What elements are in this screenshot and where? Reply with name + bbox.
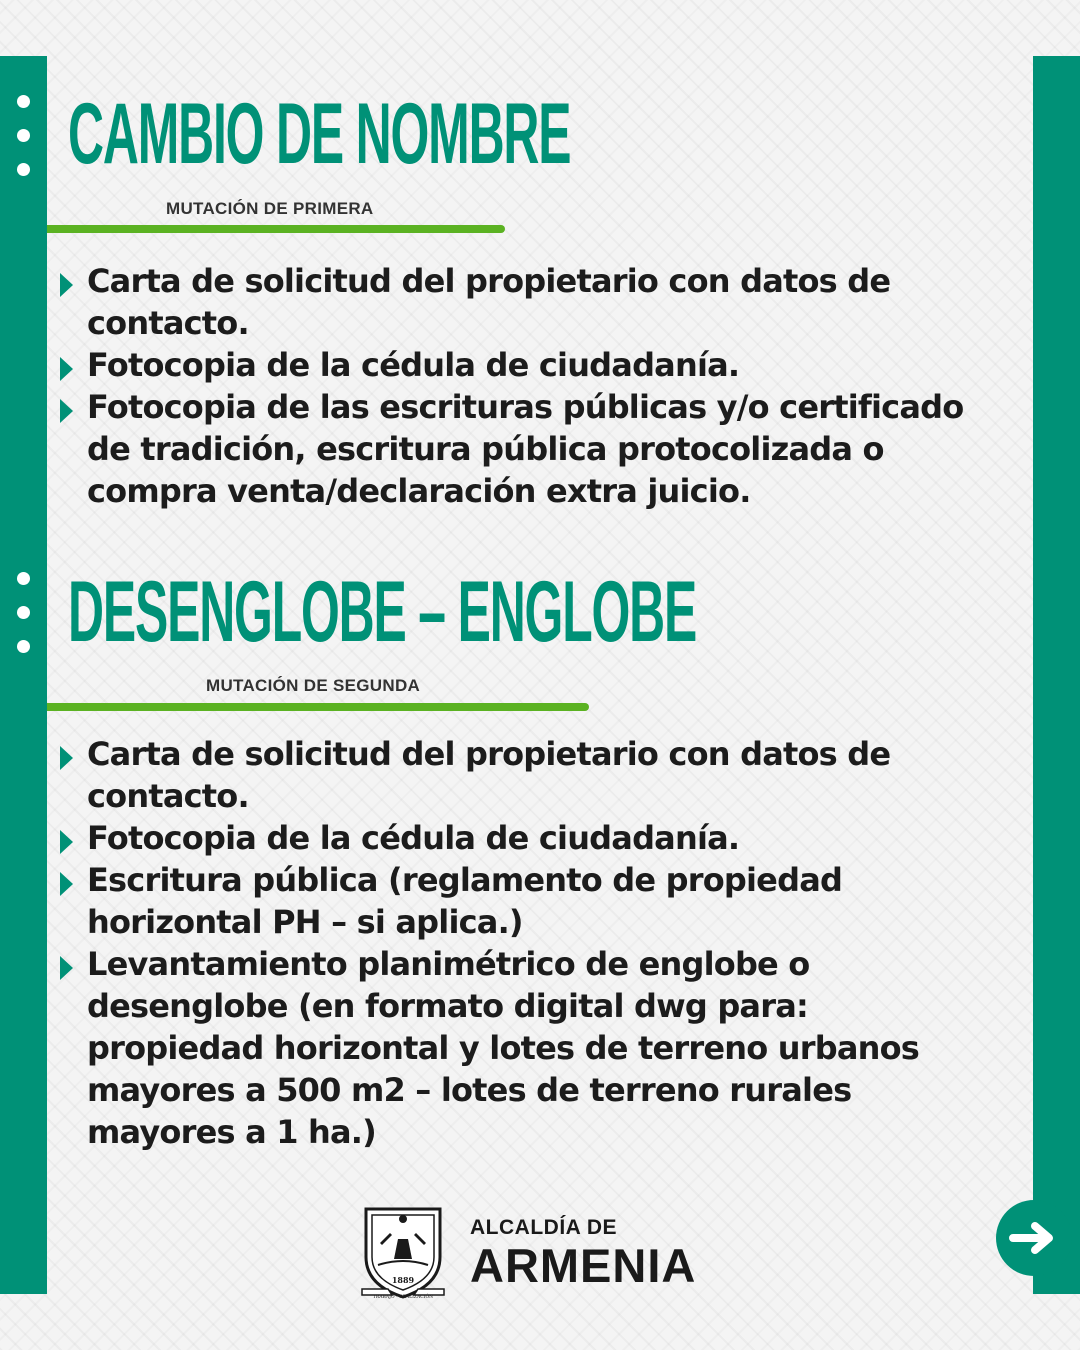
section-1-underline (47, 225, 505, 233)
list-item-text: Fotocopia de la cédula de ciudadanía. (87, 819, 740, 857)
requirements-list-1 (58, 260, 988, 512)
list-item-text: Carta de solicitud del propietario con datos de contacto. (87, 735, 891, 815)
alcaldia-armenia-logo (358, 1205, 696, 1301)
list-item (58, 260, 988, 344)
bullet-triangle-icon (60, 357, 73, 381)
section-2-dots (17, 572, 30, 653)
list-item (58, 859, 988, 943)
left-accent-bar (0, 56, 47, 1294)
list-item (58, 733, 988, 817)
list-item (58, 344, 988, 386)
next-slide-button[interactable] (996, 1200, 1072, 1276)
armenia-coat-of-arms-icon (358, 1205, 448, 1301)
bullet-triangle-icon (60, 399, 73, 423)
section-1-dots (17, 95, 30, 176)
bullet-triangle-icon (60, 273, 73, 297)
list-item (58, 943, 988, 1153)
right-accent-bar (1033, 56, 1080, 1294)
bullet-triangle-icon (60, 956, 73, 980)
crest-year: 1889 (391, 1275, 415, 1285)
list-item-text: Levantamiento planimétrico de englobe o desenglobe (en formato digital dwg para: propiedad horizontal y lotes de terreno urbanos mayores a 500 m2 – lotes de terreno rurales mayores a 1 ha.) (87, 945, 920, 1151)
dot (17, 640, 30, 653)
dot (17, 572, 30, 585)
list-item (58, 817, 988, 859)
requirements-list-2 (58, 733, 988, 1153)
section-title-cambio-de-nombre: CAMBIO DE NOMBRE (68, 86, 571, 182)
list-item-text: Carta de solicitud del propietario con datos de contacto. (87, 262, 891, 342)
arrow-right-icon (1009, 1218, 1059, 1258)
list-item-text: Escritura pública (reglamento de propiedad horizontal PH – si aplica.) (87, 861, 843, 941)
bullet-triangle-icon (60, 872, 73, 896)
crest-motto: TRABAJO · CIVILIZACIÓN (372, 1295, 434, 1300)
brand-bottom-text: ARMENIA (470, 1239, 697, 1292)
section-subtitle-segunda: MUTACIÓN DE SEGUNDA (206, 676, 421, 695)
dot (17, 163, 30, 176)
section-subtitle-primera: MUTACIÓN DE PRIMERA (166, 199, 374, 218)
dot (17, 129, 30, 142)
dot (17, 606, 30, 619)
list-item-text: Fotocopia de las escrituras públicas y/o certificado de tradición, escritura pública protocolizada o compra venta/declaración extra juicio. (87, 388, 964, 510)
brand-wordmark (470, 1216, 697, 1292)
brand-top-text: ALCALDÍA DE (470, 1216, 618, 1239)
dot (17, 95, 30, 108)
section-title-desenglobe-englobe: DESENGLOBE – ENGLOBE (68, 564, 697, 660)
bullet-triangle-icon (60, 830, 73, 854)
list-item (58, 386, 988, 512)
list-item-text: Fotocopia de la cédula de ciudadanía. (87, 346, 740, 384)
bullet-triangle-icon (60, 746, 73, 770)
section-2-underline (47, 703, 589, 711)
